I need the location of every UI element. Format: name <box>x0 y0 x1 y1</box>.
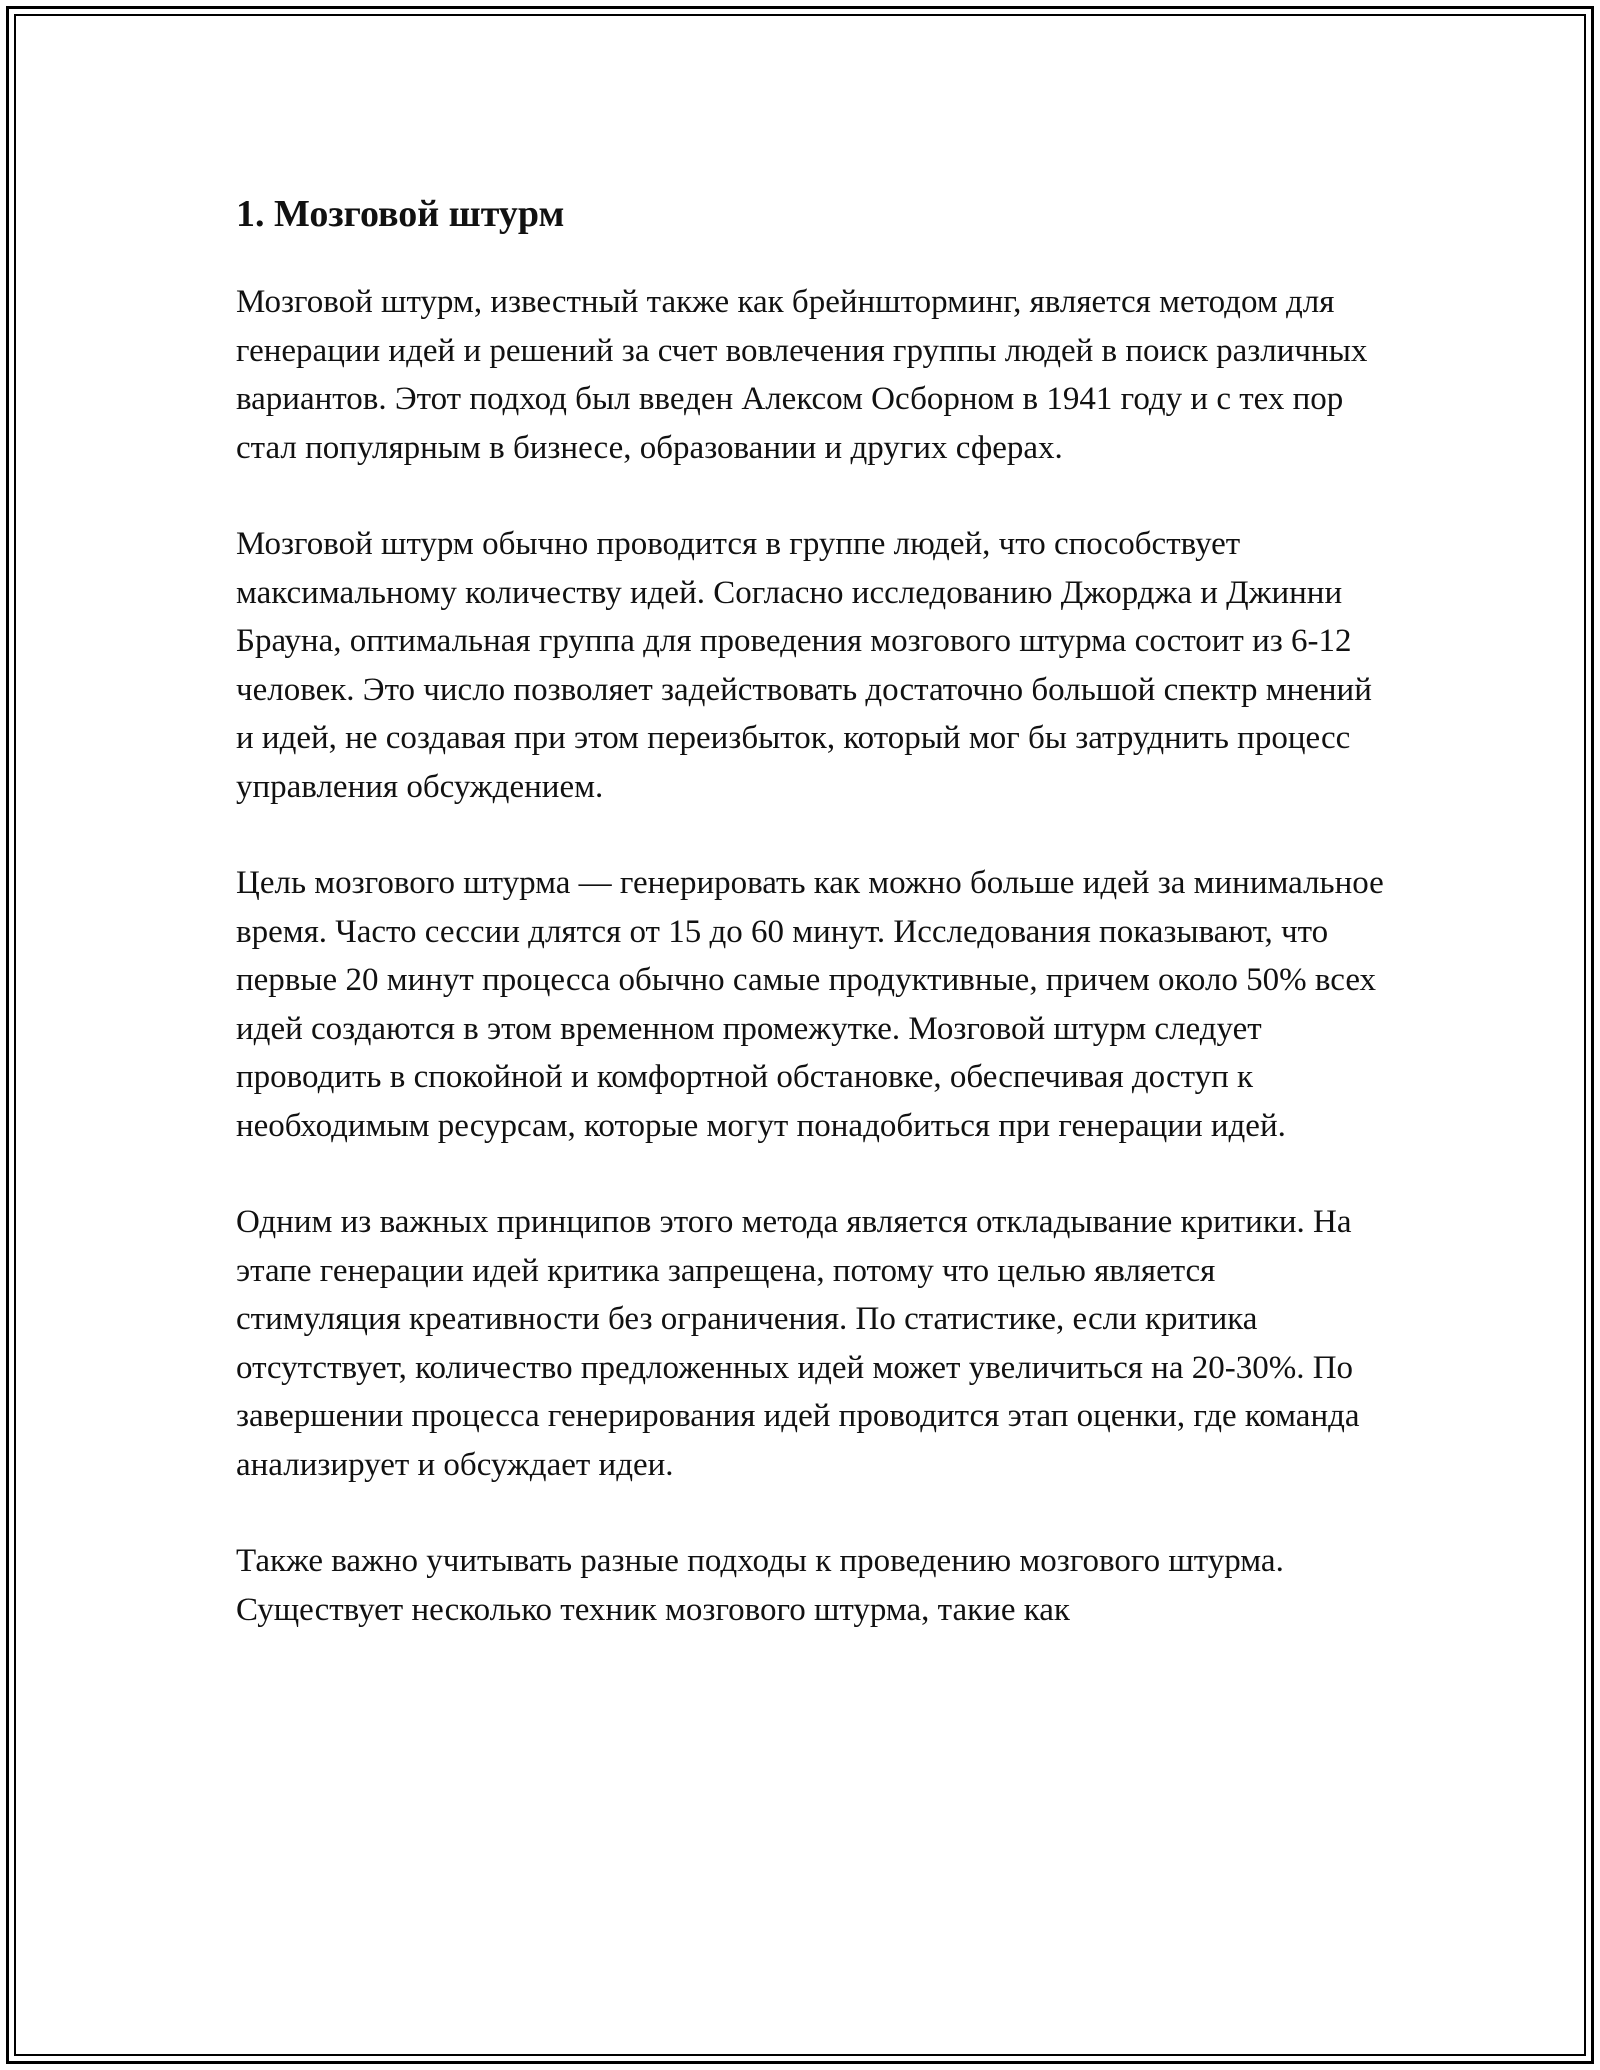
section-heading: 1. Мозговой штурм <box>236 193 565 235</box>
paragraph-1: Мозговой штурм, известный также как брейншторминг, является методом для генерации идей и решений за счет вовлечения группы людей в поиск различных вариантов. Этот подход был введен Алексом Осборном в 1941 году и с тех пор стал популярным в бизнесе, образовании и других сферах. <box>236 284 1368 466</box>
paragraph-2: Мозговой штурм обычно проводится в группе людей, что способствует максимальному количеству идей. Согласно исследованию Джорджа и Джинни Брауна, оптимальная группа для проведения мозгового штурма состоит из 6-12 человек. Это число позволяет задействовать достаточно большой спектр мнений и идей, не создавая при этом переизбыток, который мог бы затруднить процесс управления обсуждением. <box>236 526 1372 805</box>
document-body <box>236 186 1386 1682</box>
paragraph-5: Также важно учитывать разные подходы к проведению мозгового штурма. Существует несколько техник мозгового штурма, такие как <box>236 1543 1284 1628</box>
paragraph-4: Одним из важных принципов этого метода является откладывание критики. На этапе генерации идей критика запрещена, потому что целью является стимуляция креативности без ограничения. По статистике, если критика отсутствует, количество предложенных идей может увеличиться на 20-30%. По завершении процесса генерирования идей проводится этап оценки, где команда анализирует и обсуждает идеи. <box>236 1204 1360 1483</box>
paragraph-3: Цель мозгового штурма — генерировать как можно больше идей за минимальное время. Часто сессии длятся от 15 до 60 минут. Исследования показывают, что первые 20 минут процесса обычно самые продуктивные, причем около 50% всех идей создаются в этом временном промежутке. Мозговой штурм следует проводить в спокойной и комфортной обстановке, обеспечивая доступ к необходимым ресурсам, которые могут понадобиться при генерации идей. <box>236 865 1384 1144</box>
